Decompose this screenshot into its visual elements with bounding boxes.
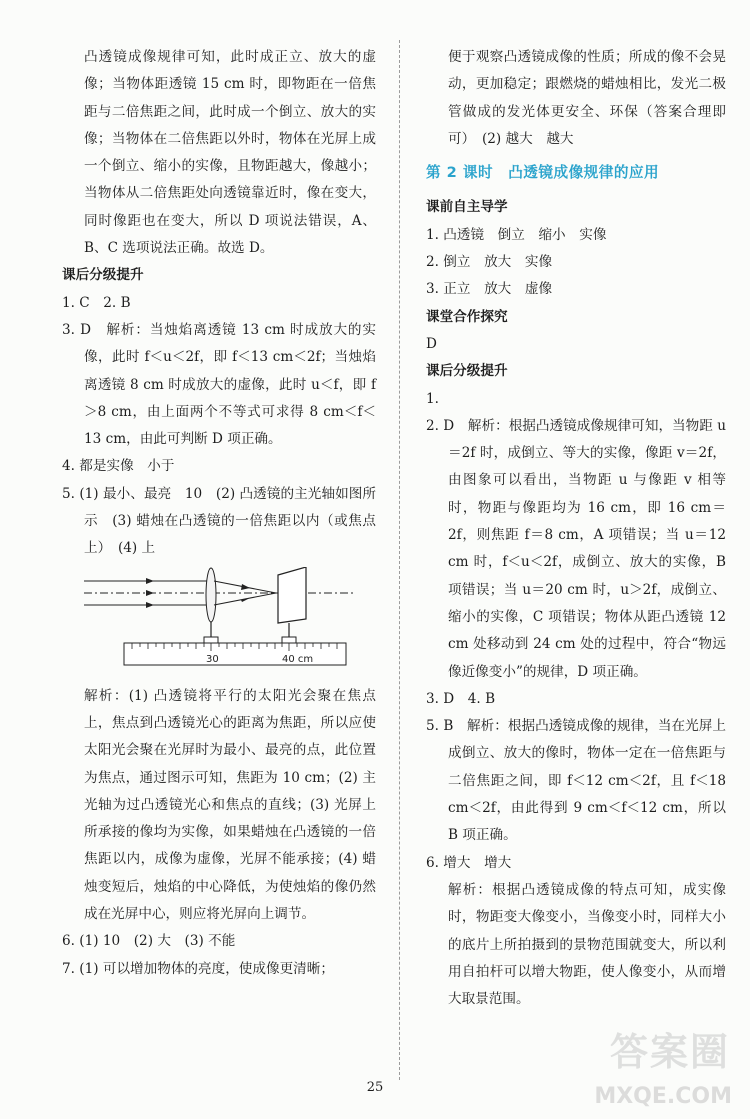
converging-arrow-top: [241, 584, 250, 590]
answer-5: 5. (1) 最小、最亮 10 (2) 凸透镜的主光轴如图所示 (3) 蜡烛在凸透镜的一倍焦距以内（或焦点上） (4) 上: [62, 485, 376, 557]
answer-3: 3. D 解析：当烛焰离透镜 13 cm 时成放大的实像，此时 f＜u＜2f，即 f＜13 cm＜2f；当烛焰离透镜 8 cm 时成放大的虚像，此时 u＜f，即 f＞8 cm，由上面两个不等式可求得 8 cm＜f＜13 cm，由此可判断 D 项正确。: [62, 321, 376, 448]
right-column: [426, 44, 726, 1013]
left-column: [62, 44, 376, 983]
after-answer-5: 5. B 解析：根据凸透镜成像的规律，当在光屏上成倒立、放大的像时，物体一定在一倍焦距与二倍焦距之间，即 f＜12 cm＜2f，且 f＜18 cm＜2f，由此得到 9 cm＜f＜12 cm，所以 B 项正确。: [426, 718, 726, 844]
page-number: 25: [366, 1080, 384, 1095]
section-heading-preview: 课前自主导学: [426, 199, 508, 216]
convex-lens: [206, 568, 216, 622]
left-paragraph-continued: 凸透镜成像规律可知，此时成正立、放大的虚像；当物体距透镜 15 cm 时，即物距在一倍焦距与二倍焦距之间，此时成一个倒立、放大的实像；当物体在二倍焦距以外时，物体在光屏上成一个倒立、缩小的实像，且物距越大，像越小；当物体从二倍焦距处向透镜靠近时，像在变大，同时像距也在变大，所以 D 项说法错误，A、B、C 选项说法正确。故选 D。: [84, 49, 376, 257]
after-answer-6: 6. 增大 增大: [426, 854, 512, 871]
screen-holder: [282, 637, 296, 643]
bench-label-30: 30: [206, 653, 219, 665]
lens-experiment-diagram: [84, 567, 364, 677]
after-answer-3-4: 3. D 4. B: [426, 690, 496, 707]
watermark-url: MXQE.COM: [594, 1084, 732, 1109]
converging-ray-bottom: [214, 593, 276, 605]
section-heading-after-class: 课后分级提升: [62, 267, 144, 284]
lens-holder: [204, 637, 218, 643]
bench-label-40: 40 cm: [282, 653, 314, 665]
after-answer-6-analysis: 解析：根据凸透镜成像的特点可知，成实像时，物距变大像变小，当像变小时，同样大小的底片上所拍摄到的景物范围就变大，所以利用自拍杆可以增大物距，使人像变小，从而增大取景范围。: [448, 881, 726, 1008]
arrow-head-top: [146, 578, 154, 584]
answer-5-analysis: 解析：(1) 凸透镜将平行的太阳光会聚在焦点上，焦点到凸透镜光心的距离为焦距，所以应使太阳光会聚在光屏时为最小、最亮的点，此位置为焦点，通过图示可知，焦距为 10 cm；(2) 主光轴为过凸透镜光心和焦点的直线；(3) 光屏上所承接的像均为实像，如果蜡烛在凸透镜的一倍焦距以内，成像为虚像，光屏不能承接；(4) 蜡烛变短后，烛焰的中心降低，为使烛焰的像仍然成在光屏中心，则应将光屏向上调节。: [84, 687, 376, 923]
after-answer-2: 2. D 解析：根据凸透镜成像规律可知，当物距 u＝2f 时，成倒立、等大的实像，像距 v＝2f，由图象可以看出，当物距 u 与像距 v 相等时，物距与像距均为 16 cm，即 16 cm＝2f，则焦距 f＝8 cm，A 项错误；当 u＝12 cm 时，f＜u＜2f，成倒立、放大的实像，B 项错误；当 u＝20 cm 时，u＞2f，成倒立、缩小的实像，C 项错误；物体从距凸透镜 12 cm 处移动到 24 cm 处的过程中，符合“物远像近像变小”的规律，D 项正确。: [426, 417, 726, 680]
answer-7: 7. (1) 可以增加物体的亮度，使成像更清晰；: [62, 960, 334, 977]
right-paragraph-continued: 便于观察凸透镜成像的性质；所成的像不会晃动，更加稳定；跟燃烧的蜡烛相比，发光二极管做成的发光体更安全、环保（答案合理即可） (2) 越大 越大: [448, 49, 726, 147]
answer-1-2: 1. C 2. B: [62, 294, 131, 311]
preview-answer-3: 3. 正立 放大 虚像: [426, 281, 553, 298]
section-heading-after-class-2: 课后分级提升: [426, 363, 508, 380]
light-screen: [278, 567, 306, 623]
answer-6: 6. (1) 10 (2) 大 (3) 不能: [62, 933, 236, 950]
preview-answer-1: 1. 凸透镜 倒立 缩小 实像: [426, 226, 607, 243]
arrow-head-middle: [146, 590, 154, 596]
column-divider: [399, 40, 400, 1080]
class-answer: D: [426, 335, 437, 352]
site-watermark: [596, 1019, 736, 1109]
section-heading-class: 课堂合作探究: [426, 308, 508, 325]
answer-4: 4. 都是实像 小于: [62, 458, 175, 475]
preview-answer-2: 2. 倒立 放大 实像: [426, 254, 553, 271]
watermark-logo-text: 答案圈: [609, 1030, 730, 1074]
arrow-head-bottom: [146, 602, 154, 608]
after-answer-1: 1.: [426, 390, 439, 407]
lesson-title: 第 2 课时 凸透镜成像规律的应用: [426, 164, 660, 182]
